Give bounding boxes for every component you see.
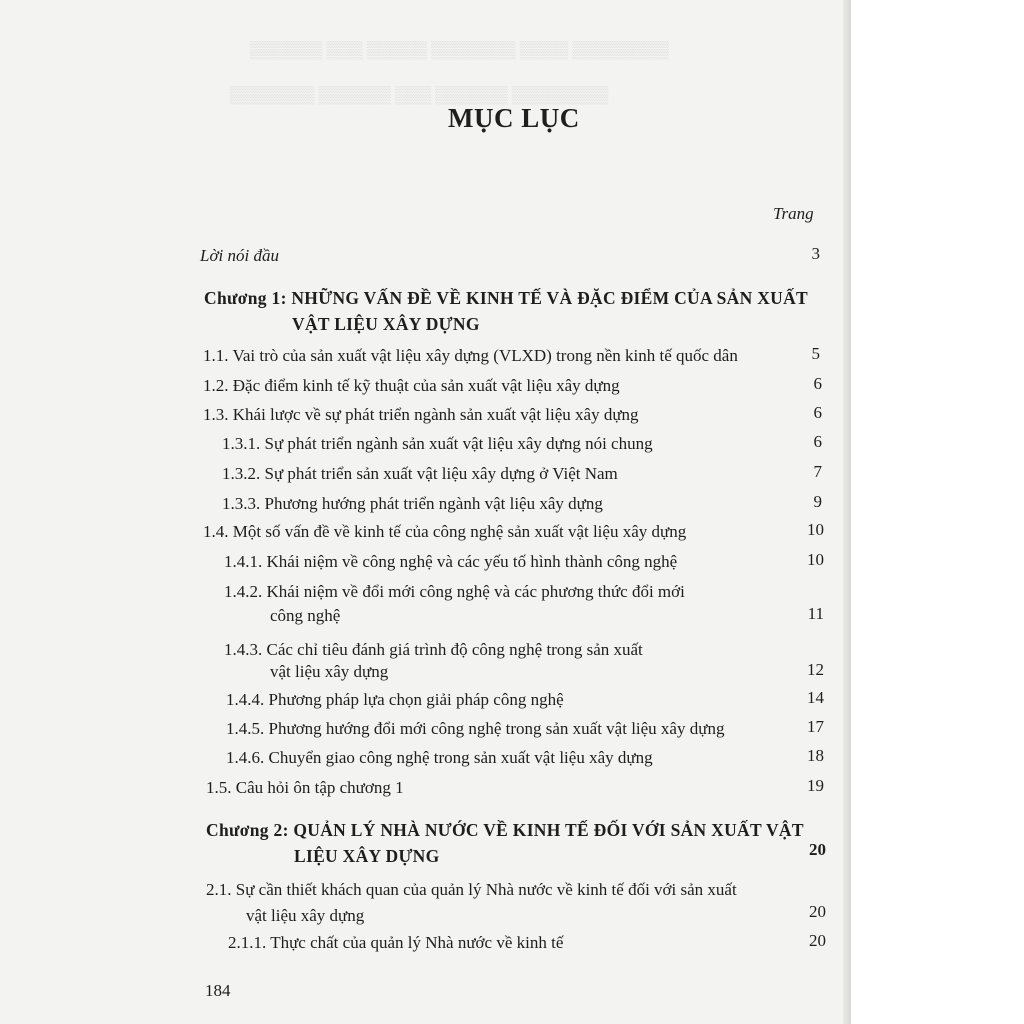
- toc-entry-cont: công nghệ: [270, 606, 341, 625]
- toc-page-number: 5: [811, 344, 820, 363]
- toc-page-number: 20: [809, 931, 826, 950]
- toc-entry: 1.4.3. Các chỉ tiêu đánh giá trình độ công nghệ trong sản xuất: [224, 640, 643, 659]
- toc-entry: 2.1.1. Thực chất của quản lý Nhà nước về kinh tế: [228, 933, 564, 952]
- toc-entry: 2.1. Sự cần thiết khách quan của quản lý Nhà nước về kinh tế đối với sản xuất: [206, 880, 737, 899]
- page-edge-shadow: [843, 0, 851, 1024]
- toc-page-number: 6: [813, 374, 822, 393]
- toc-page-number: 20: [809, 902, 826, 921]
- toc-chapter-1-heading: Chương 1: NHỮNG VẤN ĐỀ VỀ KINH TẾ VÀ ĐẶC ĐIỂM CỦA SẢN XUẤT: [204, 288, 808, 308]
- toc-entry: 1.4.2. Khái niệm về đổi mới công nghệ và các phương thức đổi mới: [224, 582, 685, 601]
- toc-page-number: 18: [807, 746, 824, 765]
- toc-entry: 1.3. Khái lược về sự phát triển ngành sản xuất vật liệu xây dựng: [203, 405, 639, 424]
- toc-entry: 1.1. Vai trò của sản xuất vật liệu xây dựng (VLXD) trong nền kinh tế quốc dân: [203, 346, 738, 365]
- toc-entry: 1.3.2. Sự phát triển sản xuất vật liệu xây dựng ở Việt Nam: [222, 464, 618, 483]
- bleed-through-text: ▒▒▒▒▒▒▒▒ ▒▒▒▒▒▒ ▒▒▒ ▒▒▒▒▒▒ ▒▒▒▒▒▒▒: [230, 85, 609, 104]
- toc-page-number: 14: [807, 688, 824, 707]
- bleed-through-text: ▒▒▒▒▒▒▒▒ ▒▒▒▒ ▒▒▒▒▒▒▒ ▒▒▒▒▒ ▒▒▒ ▒▒▒▒▒▒: [250, 40, 669, 59]
- toc-entry: 1.4. Một số vấn đề về kinh tế của công nghệ sản xuất vật liệu xây dựng: [203, 522, 687, 541]
- toc-page-number: 3: [811, 244, 820, 263]
- toc-chapter-2-heading: Chương 2: QUẢN LÝ NHÀ NƯỚC VỀ KINH TẾ ĐỐI VỚI SẢN XUẤT VẬT: [206, 820, 804, 840]
- toc-page-number: 17: [807, 717, 824, 736]
- toc-page-number: 19: [807, 776, 824, 795]
- footer-page-number: 184: [205, 981, 231, 1000]
- toc-chapter-2-heading-cont: LIỆU XÂY DỰNG: [294, 846, 440, 866]
- toc-entry-cont: vật liệu xây dựng: [246, 906, 365, 925]
- toc-page-number: 20: [809, 840, 826, 859]
- toc-entry: 1.4.1. Khái niệm về công nghệ và các yếu tố hình thành công nghệ: [224, 552, 678, 571]
- toc-entry: 1.5. Câu hỏi ôn tập chương 1: [206, 778, 404, 797]
- toc-entry-cont: vật liệu xây dựng: [270, 662, 389, 681]
- toc-chapter-1-heading-cont: VẬT LIỆU XÂY DỰNG: [292, 314, 480, 334]
- toc-entry-preface: Lời nói đầu: [200, 246, 279, 265]
- toc-page-number: 9: [813, 492, 822, 511]
- toc-entry: 1.2. Đặc điểm kinh tế kỹ thuật của sản xuất vật liệu xây dựng: [203, 376, 620, 395]
- toc-entry: 1.3.1. Sự phát triển ngành sản xuất vật liệu xây dựng nói chung: [222, 434, 653, 453]
- toc-page-number: 7: [813, 462, 822, 481]
- toc-entry: 1.4.5. Phương hướng đổi mới công nghệ trong sản xuất vật liệu xây dựng: [226, 719, 725, 738]
- toc-page-number: 6: [813, 432, 822, 451]
- toc-entry: 1.4.6. Chuyển giao công nghệ trong sản xuất vật liệu xây dựng: [226, 748, 653, 767]
- toc-page-number: 12: [807, 660, 824, 679]
- toc-page-number: 10: [807, 520, 824, 539]
- page-column-header: Trang: [773, 204, 814, 223]
- toc-entry: 1.3.3. Phương hướng phát triển ngành vật liệu xây dựng: [222, 494, 603, 513]
- page-title: MỤC LỤC: [448, 103, 580, 133]
- toc-entry: 1.4.4. Phương pháp lựa chọn giải pháp công nghệ: [226, 690, 564, 709]
- toc-page-number: 10: [807, 550, 824, 569]
- toc-page-number: 6: [813, 403, 822, 422]
- toc-page-number: 11: [807, 604, 824, 623]
